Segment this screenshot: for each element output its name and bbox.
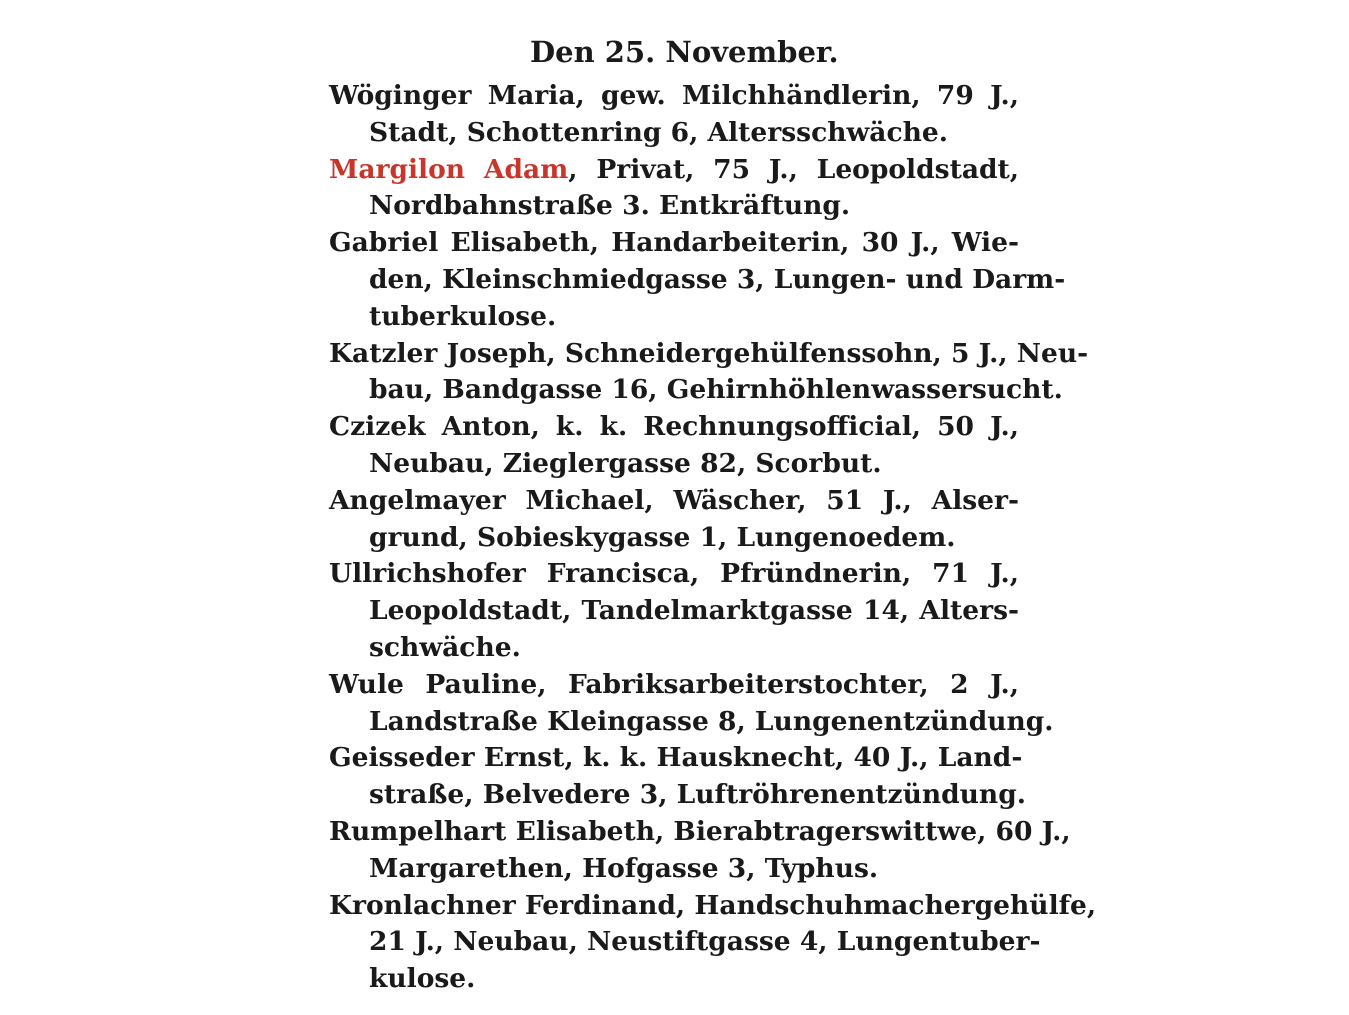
newspaper-clipping xyxy=(325,0,1097,1015)
entry-line: grund, Sobieskygasse 1, Lungenoedem. xyxy=(369,521,956,553)
list-item xyxy=(329,667,1054,741)
entry-line: Wule Pauline, Fabriksarbeiterstochter, 2 J., xyxy=(329,668,1019,700)
date-heading: Den 25. November. xyxy=(530,35,839,69)
list-item xyxy=(329,483,1019,557)
entry-line: den, Kleinschmiedgasse 3, Lungen- und Darm- xyxy=(369,263,1066,295)
death-notices-list xyxy=(329,78,1097,998)
list-item xyxy=(329,409,1019,483)
entry-line-rest: , Privat, 75 J., Leopoldstadt, xyxy=(568,153,1019,185)
entry-line: Katzler Joseph, Schneidergehülfenssohn, 5 J., Neu- xyxy=(329,337,1089,369)
entry-line: straße, Belvedere 3, Luftröhrenentzündung. xyxy=(369,779,1026,811)
entry-line: 21 J., Neubau, Neustiftgasse 4, Lungentuber- xyxy=(369,926,1041,958)
entry-line: schwäche. xyxy=(369,631,521,663)
entry-line: Nordbahnstraße 3. Entkräftung. xyxy=(369,190,851,222)
list-item xyxy=(329,556,1019,666)
list-item xyxy=(329,888,1097,998)
entry-line: kulose. xyxy=(369,963,476,995)
list-item xyxy=(329,740,1026,814)
entry-line: Margarethen, Hofgasse 3, Typhus. xyxy=(369,852,879,884)
entry-line: Leopoldstadt, Tandelmarktgasse 14, Alters- xyxy=(369,595,1019,627)
entry-line: Gabriel Elisabeth, Handarbeiterin, 30 J., Wie- xyxy=(329,227,1019,259)
entry-line: Kronlachner Ferdinand, Handschuhmachergehülfe, xyxy=(329,889,1097,921)
entry-line: Neubau, Zieglergasse 82, Scorbut. xyxy=(369,447,882,479)
list-item xyxy=(329,225,1066,335)
entry-line: tuberkulose. xyxy=(369,300,557,332)
entry-line: Geisseder Ernst, k. k. Hausknecht, 40 J., Land- xyxy=(329,742,1023,774)
entry-line: bau, Bandgasse 16, Gehirnhöhlenwassersucht. xyxy=(369,374,1063,406)
highlighted-name: Margilon Adam xyxy=(329,153,569,185)
entry-line: Landstraße Kleingasse 8, Lungenentzündung. xyxy=(369,705,1054,737)
entry-line: Rumpelhart Elisabeth, Bierabtragerswittwe, 60 J., xyxy=(329,815,1071,847)
list-item xyxy=(329,152,1019,226)
entry-line xyxy=(329,152,1019,189)
entry-line: Stadt, Schottenring 6, Altersschwäche. xyxy=(369,116,948,148)
list-item xyxy=(329,336,1089,410)
list-item xyxy=(329,814,1071,888)
entry-line: Wöginger Maria, gew. Milchhändlerin, 79 J., xyxy=(329,80,1019,111)
list-item xyxy=(329,78,1019,152)
entry-line: Czizek Anton, k. k. Rechnungsofficial, 50 J., xyxy=(329,411,1019,443)
entry-line: Ullrichshofer Francisca, Pfründnerin, 71 J., xyxy=(329,558,1019,590)
entry-line: Angelmayer Michael, Wäscher, 51 J., Alser- xyxy=(329,484,1019,516)
